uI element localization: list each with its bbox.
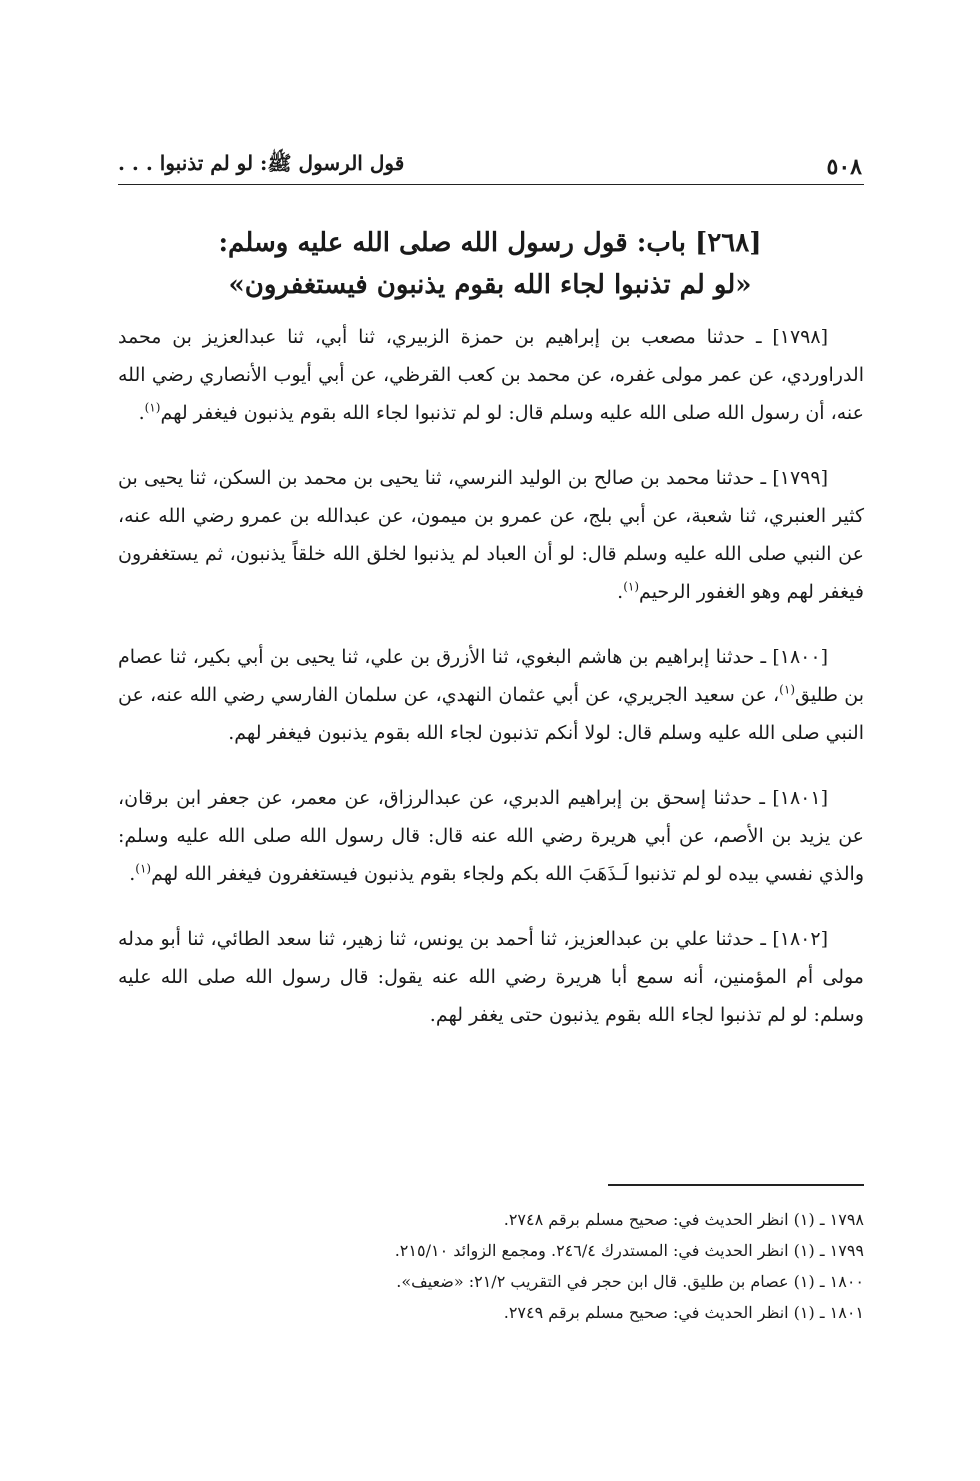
hadith-end: ، عن سعيد الجريري، عن أبي عثمان النهدي، عن سلمان الفارسي رضي الله عنه، عن النبي صلى الله عليه وسلم قال: لولا أنكم تذنبون لجاء الله بقوم يذنبون فيغفر لهم. [118, 684, 864, 744]
hadith-text: [١٨٠٢] ـ حدثنا علي بن عبدالعزيز، ثنا أحمد بن يونس، ثنا زهير، ثنا سعد الطائي، ثنا أبو مدله مولى أم المؤمنين، أنه سمع أبا هريرة رضي الله عنه يقول: قال رسول الله صلى الله عليه وسلم: لو لم تذنبوا لجاء الله بقوم يذنبون حتى يغفر لهم. [118, 928, 864, 1026]
hadith-1800 [118, 638, 864, 752]
footnote-marker: (١) [144, 400, 161, 415]
chapter-subtitle: «لو لم تذنبوا لجاء الله بقوم يذنبون فيستغفرون» [228, 270, 752, 300]
running-title: قول الرسول ﷺ: لو لم تذنبوا . . . [118, 151, 405, 175]
footnote-marker: (١) [779, 682, 795, 697]
footnote-marker: (١) [623, 579, 640, 594]
hadith-end: . [129, 863, 136, 885]
hadith-list [118, 318, 864, 1061]
hadith-text: [١٧٩٩] ـ حدثنا محمد بن صالح بن الوليد النرسي، ثنا يحيى بن محمد بن السكن، ثنا يحيى بن كثير العنبري، ثنا شعبة، عن أبي بلج، عن عمرو بن ميمون، عن عبدالله بن عمرو رضي الله عنه، عن النبي صلى الله عليه وسلم قال: لو أن العباد لم يذنبوا لخلق الله خلقاً يذنبون، ثم يستغفرون فيغفر لهم وهو الغفور الرحيم [118, 467, 864, 603]
footnote-marker: (١) [135, 861, 152, 876]
hadith-text: [١٨٠١] ـ حدثنا إسحق بن إبراهيم الدبري، عن عبدالرزاق، عن معمر، عن جعفر ابن برقان، عن يزيد بن الأصم، عن أبي هريرة رضي الله عنه قال: قال رسول الله صلى الله عليه وسلم: والذي نفسي بيده لو لم تذنبوا لَـذَهَبَ الله بكم ولجاء بقوم يذنبون فيستغفرون فيغفر الله لهم [118, 787, 864, 885]
page-number: ٥٠٨ [826, 154, 862, 180]
running-head [118, 140, 862, 180]
footnote-1799: ١٧٩٩ ـ (١) انظر الحديث في: المستدرك ٢٤٦/٤. ومجمع الزوائد ٢١٥/١٠. [394, 1241, 864, 1260]
hadith-text: [١٨٠٠] ـ حدثنا إبراهيم بن هاشم البغوي، ثنا الأزرق بن علي، ثنا يحيى بن أبي بكير، ثنا عصام بن طليق [118, 646, 864, 706]
hadith-text: [١٧٩٨] ـ حدثنا مصعب بن إبراهيم بن حمزة الزبيري، ثنا أبي، ثنا عبدالعزيز بن محمد الدراوردي، عن عمر مولى غفره، عن محمد بن كعب القرظي، عن أبي أيوب الأنصاري رضي الله عنه، أن رسول الله صلى الله عليه وسلم قال: لو لم تذنبوا لجاء الله بقوم يذنبون فيغفر لهم [118, 326, 864, 424]
hadith-1802 [118, 920, 864, 1034]
hadith-end: . [617, 581, 624, 603]
footnote-1801: ١٨٠١ ـ (١) انظر الحديث في: صحيح مسلم برقم ٢٧٤٩. [503, 1303, 864, 1322]
hadith-1799 [118, 459, 864, 611]
hadith-end: . [138, 402, 145, 424]
footnote-1798: ١٧٩٨ ـ (١) انظر الحديث في: صحيح مسلم برقم ٢٧٤٨. [503, 1210, 864, 1229]
chapter-heading [118, 222, 862, 306]
header-rule [118, 184, 864, 185]
chapter-title: [٢٦٨] باب: قول رسول الله صلى الله عليه وسلم: [218, 228, 762, 258]
hadith-1798 [118, 318, 864, 432]
footnote-rule [608, 1184, 864, 1186]
footnote-1800: ١٨٠٠ ـ (١) عصام بن طليق. قال ابن حجر في التقريب ٢١/٢: «ضعيف». [396, 1272, 864, 1291]
hadith-1801 [118, 779, 864, 893]
footnotes [118, 1204, 864, 1328]
